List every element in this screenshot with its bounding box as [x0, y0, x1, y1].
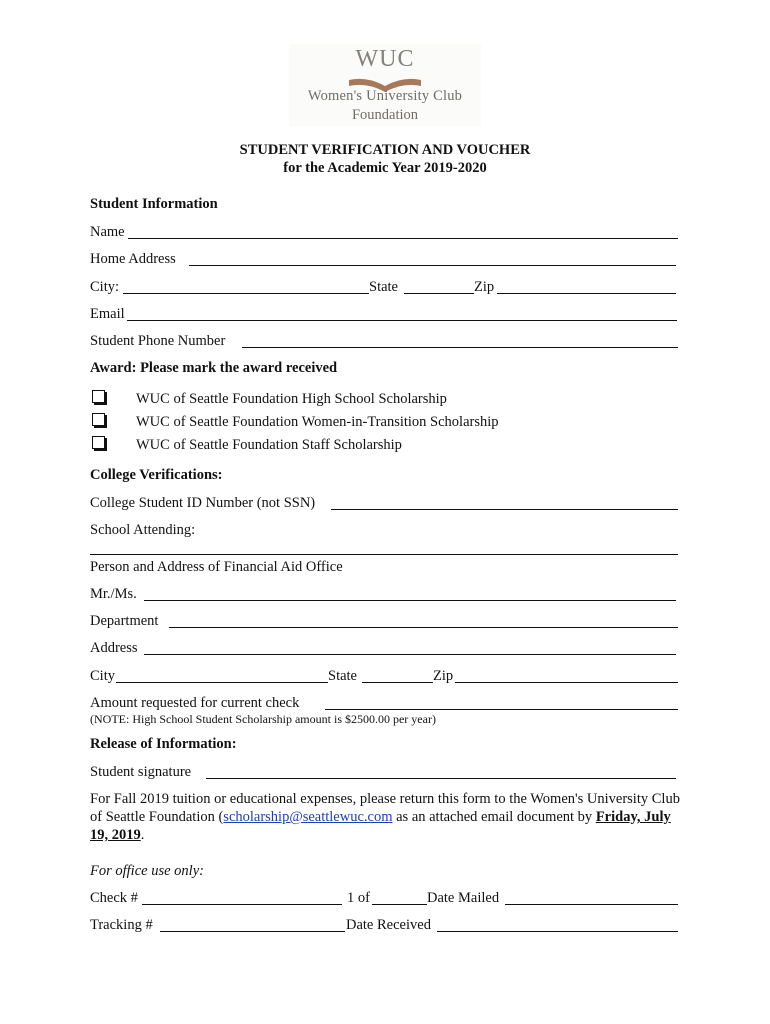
aid-state-label: State [328, 668, 357, 684]
instructions-text-before: For Fall 2019 tuition or educational expenses, please return this form to the Women's University Club of Seattle Foundation ( [90, 791, 680, 825]
mr-ms-field[interactable] [144, 600, 676, 601]
form-title: STUDENT VERIFICATION AND VOUCHER [239, 142, 531, 158]
department-field[interactable] [169, 627, 678, 628]
logo-name-line1: Women's University Club [307, 88, 463, 104]
city-field[interactable] [123, 293, 369, 294]
date-received-field[interactable] [437, 931, 678, 932]
home-address-label: Home Address [90, 251, 176, 267]
email-field[interactable] [127, 320, 677, 321]
email-label: Email [90, 306, 125, 322]
state-label: State [369, 279, 398, 295]
phone-field[interactable] [242, 347, 678, 348]
aid-address-field[interactable] [144, 654, 676, 655]
one-of-field[interactable] [372, 904, 427, 905]
tracking-number-label: Tracking # [90, 917, 153, 933]
college-verifications-heading: College Verifications: [90, 467, 223, 483]
one-of-label: 1 of [347, 890, 370, 906]
check-number-label: Check # [90, 890, 138, 906]
aid-address-label: Address [90, 640, 138, 656]
aid-state-field[interactable] [362, 682, 433, 683]
scholarship-email-link[interactable]: scholarship@seattlewuc.com [223, 809, 393, 825]
phone-label: Student Phone Number [90, 333, 226, 349]
department-label: Department [90, 613, 159, 629]
award-heading: Award: Please mark the award received [90, 360, 338, 376]
date-mailed-field[interactable] [505, 904, 678, 905]
logo-name-line2: Foundation [351, 107, 419, 123]
aid-zip-label: Zip [433, 668, 454, 684]
award-option-staff: WUC of Seattle Foundation Staff Scholarship [136, 437, 402, 453]
release-heading: Release of Information: [90, 736, 237, 752]
deadline-date: Friday, July 19, 2019 [90, 809, 671, 843]
date-received-label: Date Received [346, 917, 431, 933]
school-attending-field[interactable] [90, 554, 678, 555]
check-number-field[interactable] [142, 904, 342, 905]
wuc-logo [289, 44, 481, 126]
form-subtitle: for the Academic Year 2019-2020 [283, 160, 487, 176]
city-label: City: [90, 279, 120, 295]
school-attending-label: School Attending: [90, 522, 196, 538]
financial-aid-office-label: Person and Address of Financial Aid Office [90, 559, 343, 575]
mr-ms-label: Mr./Ms. [90, 586, 137, 602]
student-info-heading: Student Information [90, 196, 218, 212]
college-id-label: College Student ID Number (not SSN) [90, 495, 316, 511]
college-id-field[interactable] [331, 509, 678, 510]
award-checkbox-high-school[interactable] [92, 390, 105, 403]
office-use-heading: For office use only: [90, 863, 204, 879]
name-field[interactable] [128, 238, 678, 239]
award-checkbox-staff[interactable] [92, 436, 105, 449]
home-address-field[interactable] [189, 265, 676, 266]
signature-label: Student signature [90, 764, 192, 780]
award-option-women-in-transition: WUC of Seattle Foundation Women-in-Transition Scholarship [136, 414, 499, 430]
instructions-text-middle: as an attached email document by [392, 809, 596, 825]
aid-city-label: City [90, 668, 115, 684]
amount-note: (NOTE: High School Student Scholarship amount is $2500.00 per year) [90, 712, 436, 726]
tracking-number-field[interactable] [160, 931, 345, 932]
amount-requested-field[interactable] [325, 709, 678, 710]
return-instructions [90, 790, 680, 844]
award-checkbox-women-in-transition[interactable] [92, 413, 105, 426]
aid-zip-field[interactable] [455, 682, 678, 683]
award-option-high-school: WUC of Seattle Foundation High School Scholarship [136, 391, 447, 407]
date-mailed-label: Date Mailed [427, 890, 500, 906]
zip-label: Zip [474, 279, 495, 295]
amount-requested-label: Amount requested for current check [90, 695, 300, 711]
zip-field[interactable] [497, 293, 676, 294]
state-field[interactable] [404, 293, 474, 294]
name-label: Name [90, 224, 125, 240]
logo-wuc-text: WUC [355, 46, 415, 72]
instructions-text-after: . [140, 827, 145, 843]
signature-field[interactable] [206, 778, 676, 779]
aid-city-field[interactable] [116, 682, 328, 683]
